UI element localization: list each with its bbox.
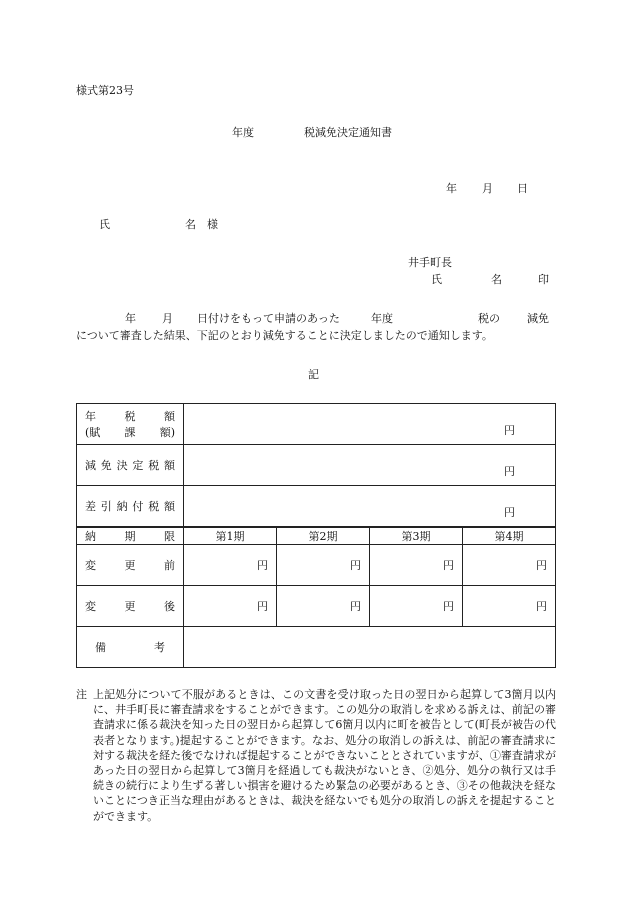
- label-char: 変: [85, 600, 96, 613]
- reduction-amount-label: [77, 445, 184, 486]
- issuer-name-char-2: 名: [491, 273, 502, 286]
- label-char: 額: [164, 410, 175, 423]
- label-char: 決: [116, 459, 128, 472]
- label-char: 考: [154, 641, 165, 654]
- row-net-payment: [77, 486, 556, 527]
- tax-table: [76, 403, 556, 668]
- date-day: 日: [517, 182, 528, 195]
- row-deadline: [77, 527, 556, 545]
- label-char: 額: [163, 499, 175, 513]
- body-reduction: 減免: [527, 312, 549, 325]
- after-period-1: 円: [184, 586, 277, 627]
- deadline-label: [77, 527, 184, 545]
- body-nendo: 年度: [371, 312, 393, 325]
- label-char: 差: [85, 499, 96, 513]
- after-period-4: 円: [463, 586, 556, 627]
- addressee-name-char-1: 氏: [99, 218, 110, 231]
- label-char: 課: [124, 426, 136, 439]
- title-year-label: 年度: [232, 126, 254, 139]
- label-char: 税: [148, 459, 160, 472]
- net-payment-label: [77, 486, 184, 527]
- note-section: [76, 687, 556, 824]
- annual-tax-label: [77, 404, 184, 445]
- net-payment-value: 円: [184, 486, 556, 527]
- row-remarks: [77, 627, 556, 668]
- annual-tax-value: 円: [184, 404, 556, 445]
- reduction-amount-value: 円: [184, 445, 556, 486]
- before-period-1: 円: [184, 545, 277, 586]
- row-after-change: [77, 586, 556, 627]
- period-2-header: 第2期: [277, 527, 370, 545]
- label-char: 税: [124, 410, 136, 423]
- remarks-value: [184, 627, 556, 668]
- body-day-phrase: 日付けをもって申請のあった: [197, 312, 340, 325]
- label-char: 免: [100, 459, 112, 472]
- label-char: 額: [163, 459, 175, 472]
- before-change-label: [77, 545, 184, 586]
- after-change-label: [77, 586, 184, 627]
- label-char: 備: [95, 641, 106, 654]
- label-char: 限: [164, 529, 175, 543]
- label-char: 額): [159, 426, 175, 439]
- ki-heading: 記: [308, 368, 319, 381]
- after-period-3: 円: [370, 586, 463, 627]
- label-char: 納: [116, 499, 128, 513]
- document-title: 税減免決定通知書: [304, 126, 392, 139]
- addressee-name-char-2: 名: [185, 218, 196, 231]
- label-char: 更: [124, 559, 136, 572]
- row-annual-tax: [77, 404, 556, 445]
- label-char: 付: [132, 499, 144, 513]
- label-char: 税: [148, 499, 160, 513]
- form-number: 様式第23号: [76, 84, 134, 97]
- label-char: 定: [132, 459, 144, 472]
- label-char: 後: [164, 600, 175, 613]
- period-4-header: 第4期: [463, 527, 556, 545]
- body-tax: 税の: [478, 312, 500, 325]
- body-line-2: について審査した結果、下記のとおり減免することに決定しましたので通知します。: [76, 329, 493, 342]
- body-month: 月: [162, 312, 173, 325]
- date-month: 月: [482, 182, 493, 195]
- label-char: (賦: [85, 426, 101, 439]
- note-label: 注: [76, 688, 87, 701]
- note-text: 上記処分について不服があるときは、この文書を受け取った日の翌日から起算して3箇月以内に、井手町長に審査請求をすることができます。この処分の取消しを求める訴えは、前記の審査請求に係る裁決を知った日の翌日から起算して6箇月以内に町を被告として(町長が被告の代表者となります。)提起することができます。なお、処分の取消しの訴えは、前記の審査請求に対する裁決を経た後でなければ提起することができないこととされていますが、①審査請求があった日の翌日から起算して3箇月を経過しても裁決がないとき、②処分、処分の執行又は手続きの続行により生ずる著しい損害を避けるため緊急の必要があるとき、③その他裁決を経ないことにつき正当な理由があるときは、裁決を経ないでも処分の取消しの訴えを提起することができます。: [93, 688, 556, 823]
- period-1-header: 第1期: [184, 527, 277, 545]
- addressee-honorific: 様: [207, 218, 218, 231]
- label-char: 引: [100, 499, 112, 513]
- body-year: 年: [125, 312, 136, 325]
- seal-mark: 印: [538, 273, 549, 286]
- label-char: 納: [85, 529, 96, 543]
- before-period-2: 円: [277, 545, 370, 586]
- before-period-3: 円: [370, 545, 463, 586]
- label-char: 前: [164, 559, 175, 572]
- period-3-header: 第3期: [370, 527, 463, 545]
- label-char: 更: [124, 600, 136, 613]
- label-char: 期: [124, 529, 136, 543]
- label-char: 年: [85, 410, 96, 423]
- issuer-office: 井手町長: [408, 256, 452, 269]
- after-period-2: 円: [277, 586, 370, 627]
- row-reduction-amount: [77, 445, 556, 486]
- before-period-4: 円: [463, 545, 556, 586]
- remarks-label: [77, 627, 184, 668]
- label-char: 減: [85, 459, 96, 472]
- label-char: 変: [85, 559, 96, 572]
- date-year: 年: [446, 182, 457, 195]
- issuer-name-char-1: 氏: [431, 273, 442, 286]
- row-before-change: [77, 545, 556, 586]
